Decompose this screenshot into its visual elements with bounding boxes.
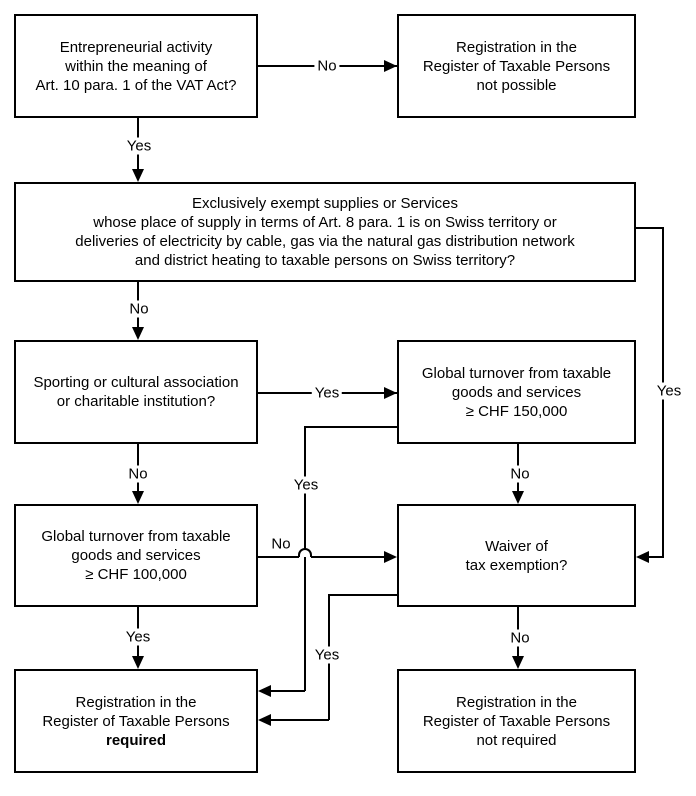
arrowhead-left-icon	[258, 714, 271, 726]
node-text-line: Global turnover from taxable	[421, 364, 612, 382]
arrowhead-down-icon	[132, 327, 144, 340]
arrowhead-down-icon	[132, 491, 144, 504]
node-text-line: and district heating to taxable persons on Swiss territory?	[134, 252, 516, 269]
edge-label-150k-no: No	[507, 466, 532, 483]
connector-150k-to-required-seg2	[304, 426, 306, 691]
arrowhead-down-icon	[132, 169, 144, 182]
node-text-line: ≥ CHF 100,000	[85, 566, 187, 583]
node-text-line: Registration in the	[75, 693, 197, 711]
node-text-line: within the meaning of	[65, 57, 207, 75]
node-text-line: ≥ CHF 150,000	[465, 402, 568, 420]
node-entrepreneurial-activity	[14, 14, 258, 118]
edge-label-100k-yes: Yes	[123, 629, 153, 646]
node-text-line: Entrepreneurial activity	[59, 38, 213, 56]
edge-label-exempt-no: No	[126, 301, 151, 318]
node-text-line: Waiver of	[485, 537, 548, 555]
node-text-line: deliveries of electricity by cable, gas via the natural gas distribution network	[75, 233, 575, 250]
edge-label-exempt-yes: Yes	[654, 383, 684, 400]
node-text-line: goods and services	[451, 383, 582, 401]
arrowhead-down-icon	[512, 491, 524, 504]
node-text-line: Register of Taxable Persons	[422, 712, 611, 730]
arrowhead-down-icon	[512, 656, 524, 669]
node-text-line: Register of Taxable Persons	[422, 57, 611, 75]
connector-150k-to-required-seg3	[271, 690, 305, 692]
node-text-line: whose place of supply in terms of Art. 8 para. 1 is on Swiss territory or	[93, 214, 557, 231]
edge-label-sporting-yes: Yes	[312, 385, 342, 402]
arrowhead-down-icon	[132, 656, 144, 669]
node-turnover-150k	[397, 340, 636, 444]
connector-100k-to-waiver-seg1	[258, 556, 299, 558]
edge-label-entrepreneurial-no: No	[314, 58, 339, 75]
node-text-line: Exclusively exempt supplies or Services	[192, 195, 458, 212]
arrowhead-right-icon	[384, 387, 397, 399]
connector-waiver-to-required-seg1	[328, 594, 397, 596]
node-text-line: not required	[476, 731, 557, 749]
node-sporting-cultural-question	[14, 340, 258, 444]
arrowhead-right-icon	[384, 551, 397, 563]
connector-waiver-to-required-seg3	[271, 719, 329, 721]
node-registration-required	[14, 669, 258, 773]
node-text-line: required	[105, 731, 166, 749]
node-text-line: Register of Taxable Persons	[42, 712, 230, 730]
node-text-line: Art. 10 para. 1 of the VAT Act?	[35, 76, 237, 94]
line-hop	[298, 548, 312, 557]
node-text-line: not possible	[476, 76, 557, 94]
node-turnover-100k	[14, 504, 258, 607]
edge-label-150k-yes: Yes	[291, 477, 321, 494]
edge-label-entrepreneurial-yes: Yes	[124, 138, 154, 155]
node-text-line: Registration in the	[456, 38, 577, 56]
edge-label-waiver-yes: Yes	[312, 647, 342, 664]
node-text-line: Registration in the	[456, 693, 577, 711]
node-registration-not-required	[397, 669, 636, 773]
node-text-line: Sporting or cultural association	[33, 374, 239, 391]
node-text-line: Global turnover from taxable	[41, 528, 231, 545]
node-waiver-question	[397, 504, 636, 607]
connector-exempt-to-waiver-seg1	[636, 227, 664, 229]
connector-150k-to-required-seg1	[304, 426, 398, 428]
edge-label-sporting-no: No	[125, 466, 150, 483]
edge-label-waiver-no: No	[507, 630, 532, 647]
connector-exempt-to-waiver-seg3	[649, 556, 664, 558]
edge-label-100k-no: No	[268, 536, 293, 553]
arrowhead-left-icon	[636, 551, 649, 563]
node-text-line: tax exemption?	[465, 556, 568, 574]
arrowhead-left-icon	[258, 685, 271, 697]
arrowhead-right-icon	[384, 60, 397, 72]
node-exempt-supplies-question	[14, 182, 636, 282]
node-text-line: goods and services	[71, 547, 201, 564]
node-registration-not-possible	[397, 14, 636, 118]
connector-100k-to-waiver-seg2	[311, 556, 384, 558]
node-text-line: or charitable institution?	[56, 393, 216, 410]
